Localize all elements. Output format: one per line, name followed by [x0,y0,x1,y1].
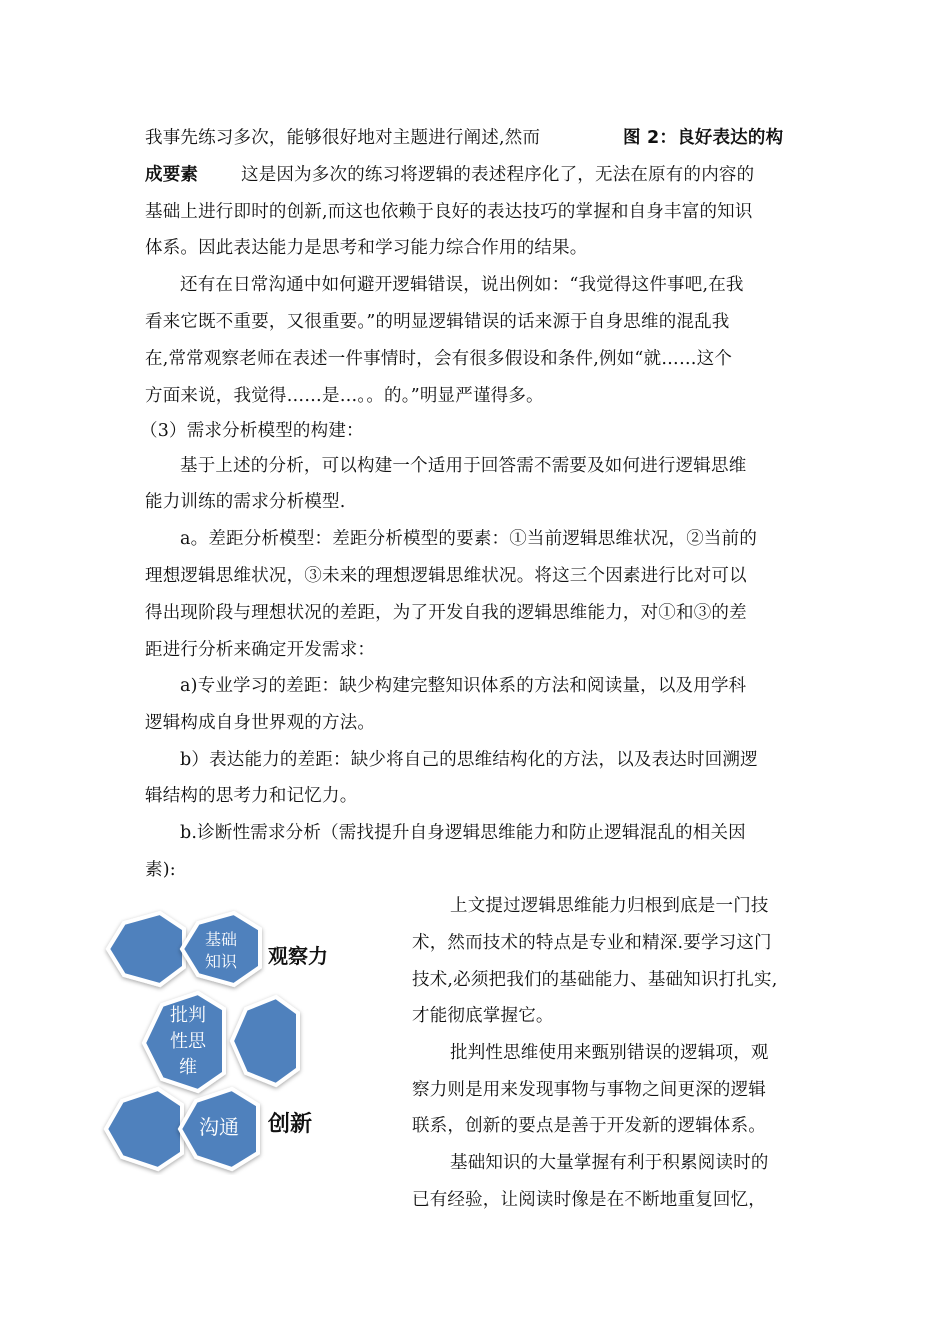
section-heading: （3）需求分析模型的构建： [140,421,364,441]
hexagon-label: 沟通 [199,1115,239,1139]
observation-label: 观察力 [268,944,328,968]
side-paragraph-line: 才能彻底掌握它。 [412,1006,554,1026]
side-paragraph-line: 基础知识的大量掌握有利于积累阅读时的 [450,1153,769,1173]
paragraph-line: a)专业学习的差距：缺少构建完整知识体系的方法和阅读量，以及用学科 [180,676,747,696]
hexagon-label: 基础 [204,930,238,949]
hexagon-shape [106,1089,182,1169]
figure-caption: 成要素 [145,165,199,185]
paragraph-line: b）表达能力的差距：缺少将自己的思维结构化的方法，以及表达时回溯逻 [180,750,758,770]
paragraph-line: 辑结构的思考力和记忆力。 [145,786,358,806]
paragraph-line: a。差距分析模型：差距分析模型的要素：①当前逻辑思维状况，②当前的 [180,529,758,549]
body-text: 这是因为多次的练习将逻辑的表述程序化了，无法在原有的内容的 [241,165,755,185]
paragraph-line [145,128,805,148]
innovation-label: 创新 [268,1112,313,1137]
hexagon-shape [232,997,298,1085]
side-paragraph-line: 上文提过逻辑思维能力归根到底是一门技 [450,896,769,916]
paragraph-line: b.诊断性需求分析（需找提升自身逻辑思维能力和防止逻辑混乱的相关因 [180,823,746,843]
paragraph-line [145,165,805,185]
paragraph-line: 理想逻辑思维状况，③未来的理想逻辑思维状况。将这三个因素进行比对可以 [145,566,747,586]
side-paragraph-line: 术，然而技术的特点是专业和精深.要学习这门 [412,933,772,953]
hexagon-diagram [100,905,350,1175]
paragraph-line: 体系。因此表达能力是思考和学习能力综合作用的结果。 [145,238,588,258]
hexagon-label: 性思 [170,1031,206,1052]
paragraph-line: 得出现阶段与理想状况的差距，为了开发自我的逻辑思维能力，对①和③的差 [145,603,747,623]
paragraph-line: 距进行分析来确定开发需求： [145,640,376,660]
paragraph-line: 看来它既不重要，又很重要。”的明显逻辑错误的话来源于自身思维的混乱我 [145,312,730,332]
hexagon-foundation [182,913,260,985]
hexagon-label: 批判 [170,1005,206,1026]
paragraph-line: 基础上进行即时的创新,而这也依赖于良好的表达技巧的掌握和自身丰富的知识 [145,202,753,222]
paragraph-line: 还有在日常沟通中如何避开逻辑错误，说出例如：“我觉得这件事吧,在我 [180,275,744,295]
side-paragraph-line: 已有经验，让阅读时像是在不断地重复回忆， [412,1190,766,1210]
paragraph-line: 素): [145,860,176,880]
side-paragraph-line: 联系，创新的要点是善于开发新的逻辑体系。 [412,1116,766,1136]
side-paragraph-line: 察力则是用来发现事物与事物之间更深的逻辑 [412,1080,766,1100]
hexagon-label: 知识 [204,952,238,971]
hexagon-label: 维 [179,1057,197,1078]
hexagon-shape [108,913,184,985]
paragraph-line: 逻辑构成自身世界观的方法。 [145,713,376,733]
side-paragraph-line: 批判性思维使用来甄别错误的逻辑项，观 [450,1043,769,1063]
side-paragraph-line: 技术,必须把我们的基础能力、基础知识打扎实, [412,970,778,990]
figure-caption: 图 2：良好表达的构 [623,128,784,148]
paragraph-line: 能力训练的需求分析模型. [145,492,346,512]
paragraph-line: 方面来说，我觉得……是…。。的。”明显严谨得多。 [145,386,544,406]
body-text: 我事先练习多次，能够很好地对主题进行阐述,然而 [145,128,541,148]
paragraph-line: 在,常常观察老师在表述一件事情时，会有很多假设和条件,例如“就……这个 [145,349,733,369]
paragraph-line: 基于上述的分析，可以构建一个适用于回答需不需要及如何进行逻辑思维 [180,456,747,476]
